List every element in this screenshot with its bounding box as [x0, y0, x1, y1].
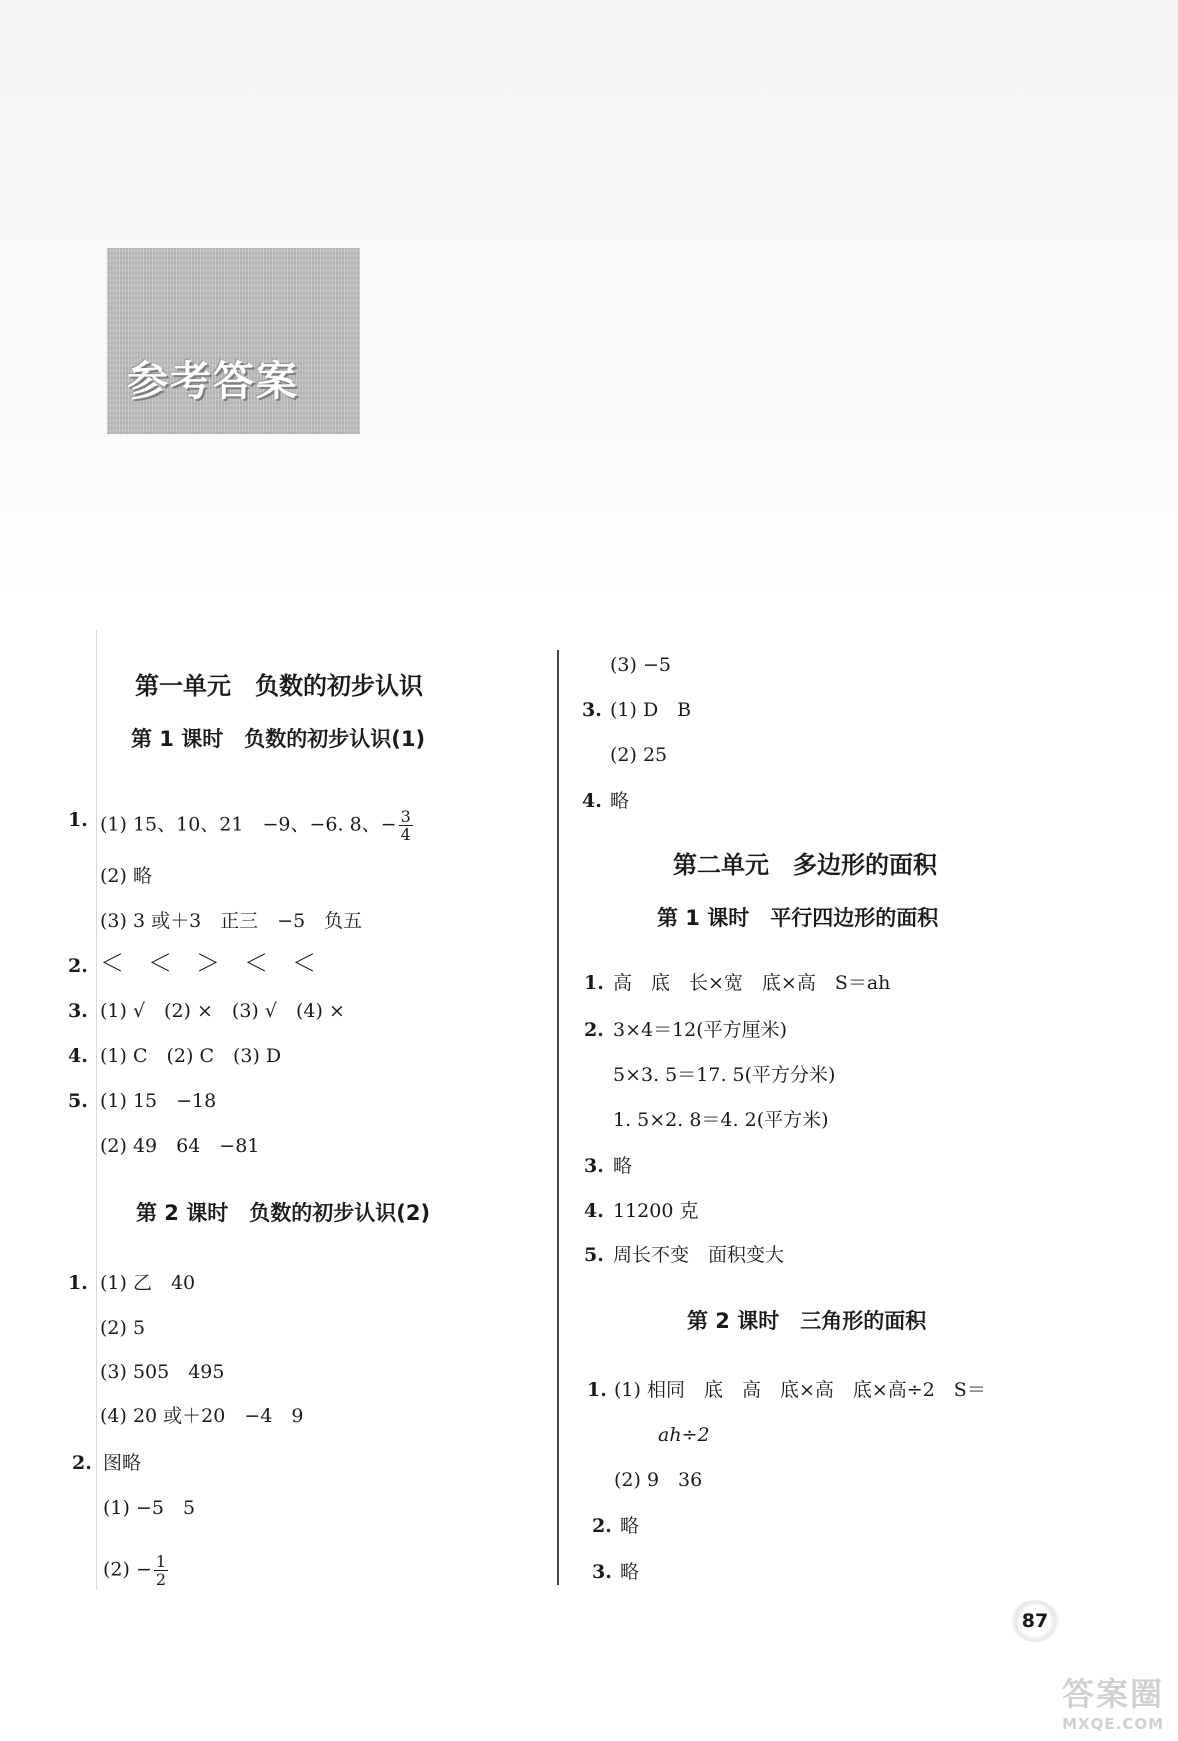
page-number: 87 [1021, 1610, 1049, 1632]
unit1-title: 第一单元 负数的初步认识 [135, 672, 423, 700]
unit1-lesson2-title: 第 2 课时 负数的初步认识(2) [136, 1201, 431, 1225]
watermark-line2: MXQE.COM [1062, 1715, 1164, 1733]
banner-title: 参考答案 [127, 357, 299, 405]
l1-q5-part2: (2) 49 64 −81 [100, 1135, 260, 1157]
t-q2-number: 2. [592, 1515, 612, 1537]
l1-q4-answer: (1) C (2) C (3) D [100, 1045, 282, 1067]
l1-q3-answer: (1) √ (2) × (3) √ (4) × [100, 1000, 345, 1022]
p-q4-answer: 11200 克 [613, 1200, 699, 1222]
r-q3-part2: (2) 25 [610, 744, 668, 766]
t-q1-part1: (1) 相同 底 高 底×高 底×高÷2 S＝ [614, 1379, 986, 1401]
l1-q1-answer [100, 808, 413, 843]
l2-q1-part1: (1) 乙 40 [100, 1272, 196, 1294]
l2-q2-number: 2. [72, 1452, 92, 1474]
t-q3-answer: 略 [620, 1561, 640, 1583]
r-q3-part1: (1) D B [610, 699, 692, 721]
l1-q3-number: 3. [68, 1000, 88, 1022]
t-q1-part2: (2) 9 36 [614, 1469, 703, 1491]
p-q1-answer: 高 底 长×宽 底×高 S＝ah [613, 972, 891, 994]
l2-q2-part2-text: (2) − [103, 1558, 152, 1581]
l1-q4-number: 4. [68, 1045, 88, 1067]
column-divider [557, 650, 559, 1585]
l1-q1-answer-text: (1) 15、10、21 −9、−6. 8、− [100, 813, 397, 836]
l1-q2-answer: ＜ ＜ ＞ ＜ ＜ [100, 949, 316, 977]
l1-q5-part1: (1) 15 −18 [100, 1090, 217, 1112]
t-q1-part1-cont: ah÷2 [658, 1424, 710, 1446]
r-q4-answer: 略 [610, 790, 630, 812]
left-margin-rule [96, 630, 97, 1590]
l2-q2-part1: (1) −5 5 [103, 1497, 196, 1519]
r-q3-number: 3. [582, 699, 602, 721]
l2-q1-part4: (4) 20 或＋20 −4 9 [100, 1405, 304, 1427]
fraction [154, 1553, 168, 1588]
p-q4-number: 4. [584, 1200, 604, 1222]
l2-q1-part2: (2) 5 [100, 1317, 146, 1339]
p-q5-answer: 周长不变 面积变大 [613, 1244, 785, 1266]
fraction-numerator: 3 [400, 807, 411, 826]
fraction-denominator: 4 [400, 825, 411, 844]
p-q3-number: 3. [584, 1155, 604, 1177]
l2-q1-part3: (3) 505 495 [100, 1361, 225, 1383]
fraction-denominator: 2 [155, 1570, 167, 1589]
p-q3-answer: 略 [613, 1155, 633, 1177]
r-q4-number: 4. [582, 790, 602, 812]
unit1-lesson1-title: 第 1 课时 负数的初步认识(1) [131, 727, 426, 751]
watermark-line1: 答案圈 [1061, 1675, 1164, 1713]
answer-key-banner [107, 248, 360, 434]
p-q2-number: 2. [584, 1019, 604, 1041]
unit2-lesson1-title: 第 1 课时 平行四边形的面积 [657, 906, 939, 930]
t-q2-answer: 略 [620, 1515, 640, 1537]
t-q1-number: 1. [587, 1379, 607, 1401]
l1-q1-part3: (3) 3 或＋3 正三 −5 负五 [100, 910, 363, 932]
fraction [399, 808, 413, 843]
l1-q1-part2: (2) 略 [100, 865, 152, 887]
r-q2-part3: (3) −5 [610, 654, 671, 676]
watermark-logo [1062, 1669, 1164, 1733]
p-q2-line3: 1. 5×2. 8＝4. 2(平方米) [613, 1109, 829, 1131]
l2-q2-part2 [103, 1553, 168, 1588]
l1-q5-number: 5. [68, 1090, 88, 1112]
l2-q1-number: 1. [68, 1272, 88, 1294]
unit2-lesson2-title: 第 2 课时 三角形的面积 [687, 1309, 927, 1333]
l1-q2-number: 2. [68, 955, 88, 977]
l1-q1-number: 1. [68, 809, 88, 831]
l2-q2-answer: 图略 [103, 1452, 142, 1474]
t-q3-number: 3. [592, 1561, 612, 1583]
page-number-badge [1010, 1600, 1060, 1642]
p-q1-number: 1. [584, 972, 604, 994]
unit2-title: 第二单元 多边形的面积 [673, 851, 937, 879]
fraction-numerator: 1 [155, 1552, 167, 1571]
p-q2-line1: 3×4＝12(平方厘米) [613, 1019, 788, 1041]
p-q2-line2: 5×3. 5＝17. 5(平方分米) [613, 1064, 836, 1086]
p-q5-number: 5. [584, 1244, 604, 1266]
